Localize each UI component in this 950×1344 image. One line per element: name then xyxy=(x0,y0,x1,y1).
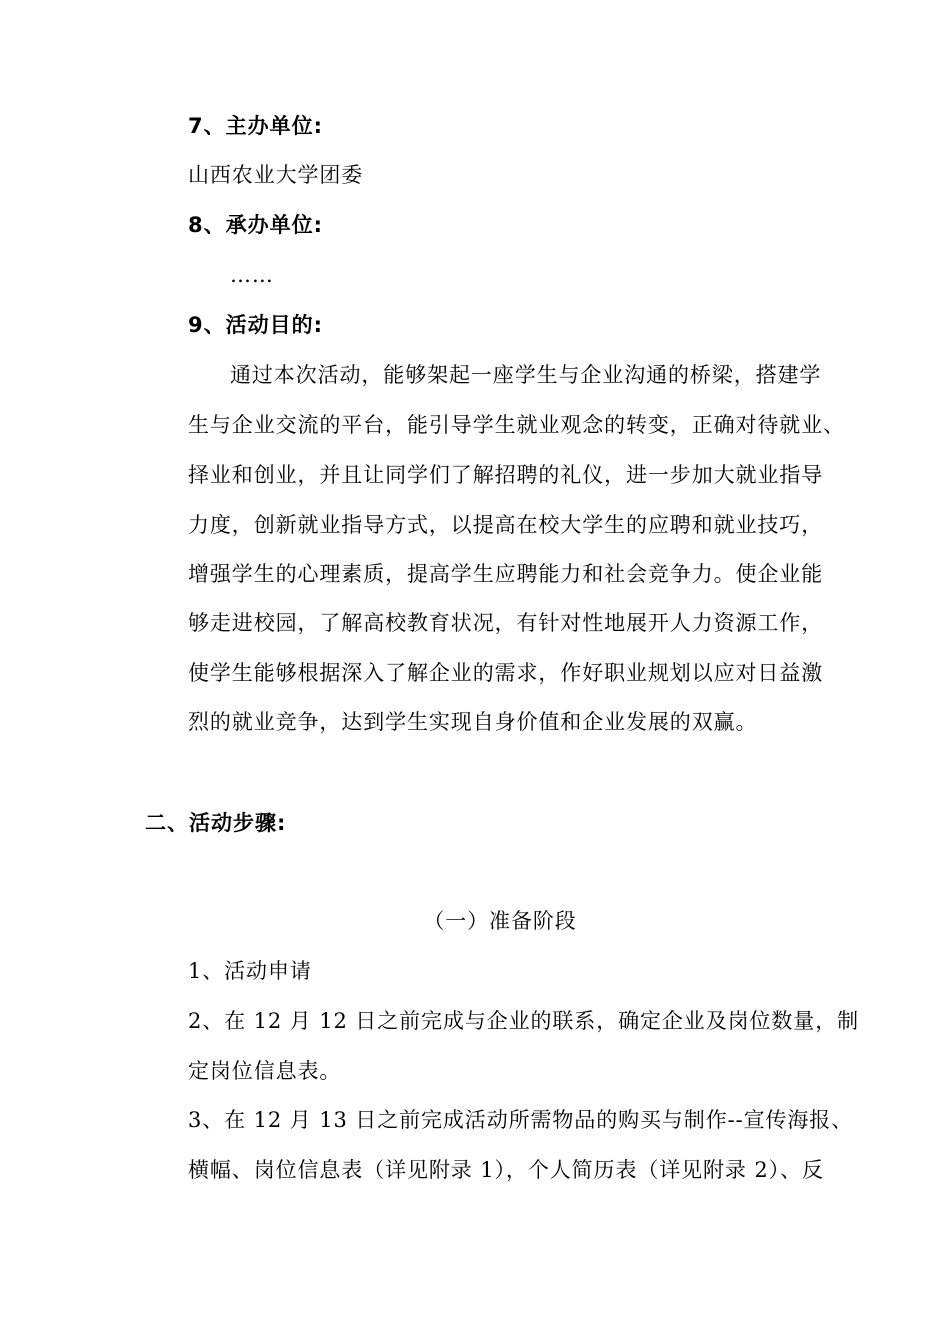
purpose-line: 生与企业交流的平台，能引导学生就业观念的转变，正确对待就业、 xyxy=(188,413,845,437)
purpose-line: 力度，创新就业指导方式，以提高在校大学生的应聘和就业技巧， xyxy=(188,513,824,537)
step-line: 1、活动申请 xyxy=(188,959,312,983)
purpose-line: 择业和创业，并且让同学们了解招聘的礼仪，进一步加大就业指导 xyxy=(188,463,824,487)
organizer-value: …… xyxy=(230,263,274,287)
stage-title: （一）准备阶段 xyxy=(423,909,577,933)
purpose-line: 够走进校园，了解高校教育状况，有针对性地展开人力资源工作， xyxy=(188,611,824,635)
section-heading: 二、活动步骤: xyxy=(145,811,287,835)
purpose-line: 烈的就业竞争，达到学生实现自身价值和企业发展的双赢。 xyxy=(188,710,758,734)
purpose-line: 通过本次活动，能够架起一座学生与企业沟通的桥梁，搭建学 xyxy=(230,363,822,387)
step-line: 2、在 12 月 12 日之前完成与企业的联系，确定企业及岗位数量，制 xyxy=(188,1009,860,1033)
step-line: 横幅、岗位信息表（详见附录 1），个人简历表（详见附录 2）、反 xyxy=(188,1158,824,1182)
purpose-line: 增强学生的心理素质，提高学生应聘能力和社会竞争力。使企业能 xyxy=(188,562,824,586)
host-heading: 7、主办单位: xyxy=(188,114,324,138)
organizer-heading: 8、承办单位: xyxy=(188,213,324,237)
step-line: 3、在 12 月 13 日之前完成活动所需物品的购买与制作--宣传海报、 xyxy=(188,1108,854,1132)
purpose-heading: 9、活动目的: xyxy=(188,313,324,337)
purpose-line: 使学生能够根据深入了解企业的需求，作好职业规划以应对日益激 xyxy=(188,661,824,685)
step-line: 定岗位信息表。 xyxy=(188,1059,342,1083)
host-value: 山西农业大学团委 xyxy=(188,163,364,187)
